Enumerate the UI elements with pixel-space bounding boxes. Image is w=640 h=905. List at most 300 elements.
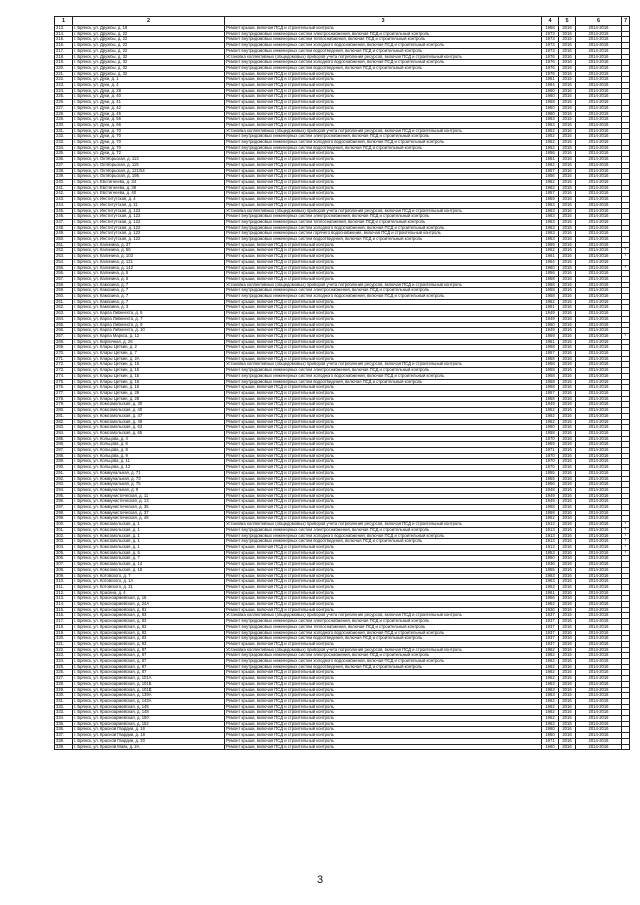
- address-cell: г. Брянск, ул. Красноармейская, д. 83: [73, 630, 225, 636]
- plan-year-cell: 2016: [559, 602, 576, 608]
- work-type-cell: Ремонт крыши, включая ПСД и строительный контроль: [225, 436, 542, 442]
- row-number-cell: 307.: [55, 562, 73, 568]
- period-cell: 2014-2016: [576, 294, 622, 300]
- period-cell: 2014-2016: [576, 716, 622, 722]
- plan-year-cell: 2016: [559, 465, 576, 471]
- build-year-cell: 1937: [542, 636, 559, 642]
- build-year-cell: 1964: [542, 83, 559, 89]
- plan-year-cell: 2016: [559, 556, 576, 562]
- build-year-cell: 1957: [542, 191, 559, 197]
- plan-year-cell: 2016: [559, 311, 576, 317]
- build-year-cell: 1936: [542, 562, 559, 568]
- work-type-cell: Установка коллективных (общедомовых) приборов учета потребления ресурсов, включая ПСД и строительный контроль: [225, 362, 542, 368]
- period-cell: 2014-2016: [576, 453, 622, 459]
- period-cell: 2014-2016: [576, 704, 622, 710]
- address-cell: г. Брянск, ул. Котовского, д. 1А: [73, 579, 225, 585]
- build-year-cell: 1963: [542, 573, 559, 579]
- period-cell: 2014-2016: [576, 516, 622, 522]
- work-type-cell: Ремонт крыши, включая ПСД и строительный контроль: [225, 487, 542, 493]
- plan-year-cell: 2016: [559, 379, 576, 385]
- work-type-cell: Ремонт крыши, включая ПСД и строительный контроль: [225, 579, 542, 585]
- address-cell: г. Брянск, ул. Комсомольская, д. 1: [73, 539, 225, 545]
- address-cell: г. Брянск, ул. Комсомольская, д. 14: [73, 562, 225, 568]
- period-cell: 2014-2016: [576, 613, 622, 619]
- column-header: 3: [225, 17, 542, 26]
- build-year-cell: 1953: [542, 550, 559, 556]
- period-cell: 2014-2016: [576, 145, 622, 151]
- plan-year-cell: 2016: [559, 31, 576, 37]
- row-number-cell: 268.: [55, 339, 73, 345]
- work-type-cell: Установка коллективных (общедомовых) приборов учета потребления ресурсов, включая ПСД и строительный контроль: [225, 282, 542, 288]
- address-cell: г. Брянск, ул. Комсомольская, д. 30: [73, 402, 225, 408]
- period-cell: 2014-2016: [576, 499, 622, 505]
- row-number-cell: 335.: [55, 721, 73, 727]
- work-type-cell: Ремонт крыши, включая ПСД и строительный контроль: [225, 396, 542, 402]
- build-year-cell: 1963: [542, 208, 559, 214]
- period-cell: 2014-2016: [576, 448, 622, 454]
- plan-year-cell: 2016: [559, 510, 576, 516]
- plan-year-cell: 2016: [559, 202, 576, 208]
- work-type-cell: Ремонт внутридомовых инженерных систем теплоснабжения, включая ПСД и строительный контроль: [225, 219, 542, 225]
- work-type-cell: Ремонт внутридомовых инженерных систем холодного водоснабжения, включая ПСД и строительный контроль: [225, 373, 542, 379]
- row-number-cell: 220.: [55, 65, 73, 71]
- address-cell: г. Брянск, ул. Коммунистическая, д. 37: [73, 510, 225, 516]
- build-year-cell: 1949: [542, 316, 559, 322]
- address-cell: г. Брянск, ул. Красноармейская, д. 101Б: [73, 681, 225, 687]
- row-number-cell: 275.: [55, 379, 73, 385]
- row-number-cell: 328.: [55, 681, 73, 687]
- address-cell: г. Брянск, ул. Октябрьская, д. 115: [73, 162, 225, 168]
- period-cell: 2014-2016: [576, 721, 622, 727]
- period-cell: 2014-2016: [576, 122, 622, 128]
- plan-year-cell: 2016: [559, 727, 576, 733]
- build-year-cell: 1957: [542, 391, 559, 397]
- work-type-cell: Ремонт внутридомовых инженерных систем электроснабжения, включая ПСД и строительный контроль: [225, 288, 542, 294]
- period-cell: 2014-2016: [576, 710, 622, 716]
- period-cell: 2014-2016: [576, 659, 622, 665]
- plan-year-cell: 2016: [559, 533, 576, 539]
- work-type-cell: Ремонт крыши, включая ПСД и строительный контроль: [225, 716, 542, 722]
- work-type-cell: Ремонт внутридомовых инженерных систем электроснабжения, включая ПСД и строительный контроль: [225, 31, 542, 37]
- address-cell: г. Брянск, ул. Дружбы, д. 32: [73, 65, 225, 71]
- work-type-cell: Ремонт крыши, включая ПСД и строительный контроль: [225, 248, 542, 254]
- address-cell: г. Брянск, ул. Красноармейская, д. 143А: [73, 698, 225, 704]
- address-cell: г. Брянск, ул. Красноармейская, д. 24А: [73, 602, 225, 608]
- period-cell: 2014-2016: [576, 276, 622, 282]
- build-year-cell: 1962: [542, 248, 559, 254]
- address-cell: г. Брянск, ул. Карла Либкнехта, д. 7: [73, 316, 225, 322]
- build-year-cell: 1963: [542, 584, 559, 590]
- build-year-cell: 1973: [542, 48, 559, 54]
- row-number-cell: 217.: [55, 48, 73, 54]
- row-number-cell: 266.: [55, 328, 73, 334]
- period-cell: 2014-2016: [576, 733, 622, 739]
- plan-year-cell: 2016: [559, 88, 576, 94]
- build-year-cell: 1956: [542, 482, 559, 488]
- work-type-cell: Ремонт крыши, включая ПСД и строительный контроль: [225, 179, 542, 185]
- address-cell: г. Брянск, ул. Дружбы, д. 32: [73, 54, 225, 60]
- row-number-cell: 255.: [55, 265, 73, 271]
- plan-year-cell: 2016: [559, 550, 576, 556]
- plan-year-cell: 2016: [559, 522, 576, 528]
- work-type-cell: Ремонт крыши, включая ПСД и строительный контроль: [225, 676, 542, 682]
- period-cell: 2014-2016: [576, 162, 622, 168]
- address-cell: г. Брянск, ул. Коммунальная, д. 71: [73, 470, 225, 476]
- build-year-cell: 1970: [542, 459, 559, 465]
- build-year-cell: 1913: [542, 539, 559, 545]
- plan-year-cell: 2016: [559, 351, 576, 357]
- build-year-cell: 1956: [542, 596, 559, 602]
- build-year-cell: 1973: [542, 31, 559, 37]
- plan-year-cell: 2016: [559, 733, 576, 739]
- period-cell: 2014-2016: [576, 37, 622, 43]
- work-type-cell: Ремонт крыши, включая ПСД и строительный контроль: [225, 516, 542, 522]
- row-number-cell: 317.: [55, 619, 73, 625]
- build-year-cell: 1958: [542, 396, 559, 402]
- note-cell: [622, 744, 630, 750]
- address-cell: г. Брянск, ул. Красноармейская, д. 83: [73, 619, 225, 625]
- address-cell: г. Брянск, ул. Коммунистическая, д. 35: [73, 505, 225, 511]
- build-year-cell: 1962: [542, 162, 559, 168]
- build-year-cell: 1960: [542, 111, 559, 117]
- plan-year-cell: 2016: [559, 356, 576, 362]
- plan-year-cell: 2016: [559, 419, 576, 425]
- work-type-cell: Ремонт внутридомовых инженерных систем электроснабжения, включая ПСД и строительный контроль: [225, 214, 542, 220]
- period-cell: 2014-2016: [576, 83, 622, 89]
- row-number-cell: 318.: [55, 624, 73, 630]
- address-cell: г. Брянск, ул. Комсомольская, д. 1: [73, 522, 225, 528]
- row-number-cell: 249.: [55, 231, 73, 237]
- row-number-cell: 219.: [55, 60, 73, 66]
- work-type-cell: Ремонт крыши, включая ПСД и строительный контроль: [225, 670, 542, 676]
- address-cell: г. Брянск, ул. Красноармейская, д. 139А: [73, 693, 225, 699]
- plan-year-cell: 2016: [559, 179, 576, 185]
- row-number-cell: 322.: [55, 647, 73, 653]
- row-number-cell: 302.: [55, 533, 73, 539]
- plan-year-cell: 2016: [559, 128, 576, 134]
- build-year-cell: 1958: [542, 282, 559, 288]
- period-cell: 2014-2016: [576, 265, 622, 271]
- period-cell: 2014-2016: [576, 48, 622, 54]
- build-year-cell: 1958: [542, 356, 559, 362]
- row-number-cell: 276.: [55, 385, 73, 391]
- work-type-cell: Ремонт внутридомовых инженерных систем холодного водоснабжения, включая ПСД и строительный контроль: [225, 533, 542, 539]
- address-cell: г. Брянск, ул. Октябрьская, д. 195: [73, 174, 225, 180]
- build-year-cell: 1971: [542, 448, 559, 454]
- row-number-cell: 292.: [55, 476, 73, 482]
- note-cell: *: [622, 544, 630, 550]
- build-year-cell: 1962: [542, 716, 559, 722]
- row-number-cell: 240.: [55, 179, 73, 185]
- build-year-cell: 1955: [542, 470, 559, 476]
- row-number-cell: 300.: [55, 522, 73, 528]
- address-cell: г. Брянск, ул. Красноармейская, д. 101В: [73, 687, 225, 693]
- period-cell: 2014-2016: [576, 567, 622, 573]
- work-type-cell: Ремонт крыши, включая ПСД и строительный контроль: [225, 687, 542, 693]
- build-year-cell: 1958: [542, 294, 559, 300]
- work-type-cell: Ремонт внутридомовых инженерных систем горячего водоснабжения, включая ПСД и строительный контроль: [225, 231, 542, 237]
- plan-year-cell: 2016: [559, 71, 576, 77]
- address-cell: г. Брянск, ул. Красной Маяк, д. 2А: [73, 744, 225, 750]
- period-cell: 2014-2016: [576, 248, 622, 254]
- plan-year-cell: 2016: [559, 259, 576, 265]
- work-type-cell: Ремонт крыши, включая ПСД и строительный контроль: [225, 408, 542, 414]
- row-number-cell: 241.: [55, 185, 73, 191]
- address-cell: г. Брянск, ул. Карла Либкнехта, д. 10: [73, 328, 225, 334]
- address-cell: г. Брянск, ул. Комсомольская, д. 1: [73, 527, 225, 533]
- address-cell: г. Брянск, ул. Красной Гвардии, д. 16: [73, 727, 225, 733]
- period-cell: 2014-2016: [576, 562, 622, 568]
- work-type-cell: Ремонт крыши, включая ПСД и строительный контроль: [225, 305, 542, 311]
- row-number-cell: 233.: [55, 140, 73, 146]
- row-number-cell: 294.: [55, 487, 73, 493]
- row-number-cell: 232.: [55, 134, 73, 140]
- build-year-cell: 1952: [542, 408, 559, 414]
- address-cell: г. Брянск, ул. Клары Цеткин, д. 2А: [73, 356, 225, 362]
- address-cell: г. Брянск, ул. Красноармейская, д. 150: [73, 716, 225, 722]
- period-cell: 2014-2016: [576, 88, 622, 94]
- plan-year-cell: 2016: [559, 721, 576, 727]
- address-cell: г. Брянск, ул. Дружбы, д. 22: [73, 43, 225, 49]
- address-cell: г. Брянск, ул. Карла Маркса, д. 12: [73, 333, 225, 339]
- period-cell: 2014-2016: [576, 425, 622, 431]
- row-number-cell: 297.: [55, 505, 73, 511]
- build-year-cell: 1958: [542, 288, 559, 294]
- address-cell: г. Брянск, ул. Клары Цеткин, д. 15: [73, 379, 225, 385]
- plan-year-cell: 2016: [559, 191, 576, 197]
- work-type-cell: Ремонт крыши, включая ПСД и строительный контроль: [225, 573, 542, 579]
- work-type-cell: Ремонт крыши, включая ПСД и строительный контроль: [225, 470, 542, 476]
- row-number-cell: 279.: [55, 402, 73, 408]
- work-type-cell: Ремонт крыши, включая ПСД и строительный контроль: [225, 425, 542, 431]
- address-cell: г. Брянск, ул. Комсомольская, д. 1: [73, 533, 225, 539]
- address-cell: г. Брянск, ул. Комсомольская, д. 63: [73, 425, 225, 431]
- row-number-cell: 329.: [55, 687, 73, 693]
- period-cell: 2014-2016: [576, 333, 622, 339]
- build-year-cell: 1970: [542, 465, 559, 471]
- row-number-cell: 247.: [55, 219, 73, 225]
- row-number-cell: 324.: [55, 659, 73, 665]
- plan-year-cell: 2016: [559, 219, 576, 225]
- plan-year-cell: 2016: [559, 573, 576, 579]
- plan-year-cell: 2016: [559, 396, 576, 402]
- plan-year-cell: 2016: [559, 693, 576, 699]
- plan-year-cell: 2016: [559, 562, 576, 568]
- period-cell: 2014-2016: [576, 681, 622, 687]
- build-year-cell: 1963: [542, 237, 559, 243]
- period-cell: 2014-2016: [576, 670, 622, 676]
- period-cell: 2014-2016: [576, 185, 622, 191]
- plan-year-cell: 2016: [559, 459, 576, 465]
- build-year-cell: 1953: [542, 122, 559, 128]
- build-year-cell: 1958: [542, 505, 559, 511]
- row-number-cell: 258.: [55, 282, 73, 288]
- plan-year-cell: 2016: [559, 168, 576, 174]
- row-number-cell: 257.: [55, 276, 73, 282]
- row-number-cell: 261.: [55, 299, 73, 305]
- work-type-cell: Ремонт крыши, включая ПСД и строительный контроль: [225, 698, 542, 704]
- plan-year-cell: 2016: [559, 402, 576, 408]
- period-cell: 2014-2016: [576, 539, 622, 545]
- address-cell: г. Брянск, ул. Дуки, д. 45: [73, 111, 225, 117]
- build-year-cell: 1962: [542, 179, 559, 185]
- address-cell: г. Брянск, ул. Коммунальная, д. 9: [73, 487, 225, 493]
- period-cell: 2014-2016: [576, 65, 622, 71]
- work-type-cell: Ремонт крыши, включая ПСД и строительный контроль: [225, 391, 542, 397]
- address-cell: г. Брянск, ул. Калинина, д. 103: [73, 254, 225, 260]
- work-type-cell: Ремонт внутридомовых инженерных систем водоотведения, включая ПСД и строительный контроль: [225, 65, 542, 71]
- note-cell: *: [622, 550, 630, 556]
- page-number: 3: [316, 874, 324, 886]
- build-year-cell: 1949: [542, 311, 559, 317]
- work-type-cell: Установка коллективных (общедомовых) приборов учета потребления ресурсов, включая ПСД и строительный контроль: [225, 54, 542, 60]
- plan-year-cell: 2016: [559, 641, 576, 647]
- address-cell: г. Брянск, ул. Калинина, д. 142: [73, 265, 225, 271]
- work-type-cell: Ремонт внутридомовых инженерных систем холодного водоснабжения, включая ПСД и строительный контроль: [225, 294, 542, 300]
- row-number-cell: 213.: [55, 26, 73, 32]
- build-year-cell: 1960: [542, 727, 559, 733]
- address-cell: г. Брянск, ул. Кольцова, д. 6: [73, 442, 225, 448]
- column-header: 7: [622, 17, 630, 26]
- period-cell: 2014-2016: [576, 94, 622, 100]
- plan-year-cell: 2016: [559, 704, 576, 710]
- build-year-cell: 1958: [542, 345, 559, 351]
- build-year-cell: 1958: [542, 100, 559, 106]
- period-cell: 2014-2016: [576, 533, 622, 539]
- work-type-cell: Ремонт крыши, включая ПСД и строительный контроль: [225, 733, 542, 739]
- work-type-cell: Ремонт крыши, включая ПСД и строительный контроль: [225, 197, 542, 203]
- note-cell: *: [622, 248, 630, 254]
- address-cell: г. Брянск, ул. Дуки, д. 4: [73, 83, 225, 89]
- note-cell: *: [622, 533, 630, 539]
- row-number-cell: 252.: [55, 248, 73, 254]
- address-cell: г. Брянск, ул. Дуки, д. 40: [73, 94, 225, 100]
- row-number-cell: 331.: [55, 698, 73, 704]
- period-cell: 2014-2016: [576, 482, 622, 488]
- address-cell: г. Брянск, ул. Институтская, д. 122: [73, 214, 225, 220]
- plan-year-cell: 2016: [559, 276, 576, 282]
- row-number-cell: 239.: [55, 174, 73, 180]
- build-year-cell: 1952: [542, 134, 559, 140]
- period-cell: 2014-2016: [576, 607, 622, 613]
- row-number-cell: 221.: [55, 71, 73, 77]
- work-type-cell: Ремонт крыши, включая ПСД и строительный контроль: [225, 505, 542, 511]
- work-type-cell: Ремонт крыши, включая ПСД и строительный контроль: [225, 162, 542, 168]
- build-year-cell: 1957: [542, 168, 559, 174]
- note-cell: *: [622, 333, 630, 339]
- period-cell: 2014-2016: [576, 322, 622, 328]
- row-number-cell: 267.: [55, 333, 73, 339]
- period-cell: 2014-2016: [576, 345, 622, 351]
- address-cell: г. Брянск, ул. Дуки, д. 70: [73, 128, 225, 134]
- row-number-cell: 226.: [55, 100, 73, 106]
- row-number-cell: 291.: [55, 470, 73, 476]
- row-number-cell: 225.: [55, 94, 73, 100]
- row-number-cell: 330.: [55, 693, 73, 699]
- address-cell: г. Брянск, ул. Коммунистическая, д. 11: [73, 493, 225, 499]
- build-year-cell: 1948: [542, 487, 559, 493]
- row-number-cell: 310.: [55, 579, 73, 585]
- row-number-cell: 254.: [55, 259, 73, 265]
- plan-year-cell: 2016: [559, 516, 576, 522]
- work-type-cell: Ремонт крыши, включая ПСД и строительный контроль: [225, 117, 542, 123]
- row-number-cell: 281.: [55, 413, 73, 419]
- build-year-cell: 1958: [542, 368, 559, 374]
- address-cell: г. Брянск, ул. Клары Цеткин, д. 26: [73, 391, 225, 397]
- build-year-cell: 1960: [542, 105, 559, 111]
- plan-year-cell: 2016: [559, 647, 576, 653]
- work-type-cell: Ремонт крыши, включая ПСД и строительный контроль: [225, 254, 542, 260]
- address-cell: г. Брянск, ул. Комсомольская, д. 40: [73, 408, 225, 414]
- row-number-cell: 216.: [55, 43, 73, 49]
- address-cell: г. Брянск, ул. Дуки, д. 70: [73, 134, 225, 140]
- build-year-cell: 1960: [542, 94, 559, 100]
- plan-year-cell: 2016: [559, 442, 576, 448]
- work-type-cell: Ремонт крыши, включая ПСД и строительный контроль: [225, 94, 542, 100]
- build-year-cell: 1958: [542, 373, 559, 379]
- row-number-cell: 316.: [55, 613, 73, 619]
- work-type-cell: Ремонт крыши, включая ПСД и строительный контроль: [225, 185, 542, 191]
- plan-year-cell: 2016: [559, 744, 576, 750]
- work-type-cell: Установка коллективных (общедомовых) приборов учета потребления ресурсов, включая ПСД и строительный контроль: [225, 128, 542, 134]
- plan-year-cell: 2016: [559, 482, 576, 488]
- plan-year-cell: 2016: [559, 493, 576, 499]
- plan-year-cell: 2016: [559, 676, 576, 682]
- plan-year-cell: 2016: [559, 122, 576, 128]
- plan-year-cell: 2016: [559, 65, 576, 71]
- address-cell: г. Брянск, ул. Красноармейская, д. 87: [73, 670, 225, 676]
- build-year-cell: 1963: [542, 687, 559, 693]
- address-cell: г. Брянск, ул. Дружбы, д. 32: [73, 60, 225, 66]
- row-number-cell: 218.: [55, 54, 73, 60]
- row-number-cell: 295.: [55, 493, 73, 499]
- period-cell: 2014-2016: [576, 698, 622, 704]
- period-cell: 2014-2016: [576, 396, 622, 402]
- table-header-row: [55, 17, 630, 26]
- period-cell: 2014-2016: [576, 197, 622, 203]
- plan-year-cell: 2016: [559, 436, 576, 442]
- period-cell: 2014-2016: [576, 487, 622, 493]
- plan-year-cell: 2016: [559, 214, 576, 220]
- period-cell: 2014-2016: [576, 619, 622, 625]
- build-year-cell: 1952: [542, 128, 559, 134]
- row-number-cell: 277.: [55, 391, 73, 397]
- period-cell: 2014-2016: [576, 379, 622, 385]
- work-type-cell: Ремонт крыши, включая ПСД и строительный контроль: [225, 26, 542, 32]
- plan-year-cell: 2016: [559, 430, 576, 436]
- plan-year-cell: 2016: [559, 636, 576, 642]
- address-cell: г. Брянск, ул. Котовского, д. 7: [73, 573, 225, 579]
- plan-year-cell: 2016: [559, 408, 576, 414]
- period-cell: 2014-2016: [576, 60, 622, 66]
- address-cell: г. Брянск, ул. Кольцова, д. 12: [73, 465, 225, 471]
- work-type-cell: Ремонт крыши, включая ПСД и строительный контроль: [225, 738, 542, 744]
- address-cell: г. Брянск, ул. Красной Гвардии, д. 18: [73, 733, 225, 739]
- plan-year-cell: 2016: [559, 659, 576, 665]
- period-cell: 2014-2016: [576, 208, 622, 214]
- build-year-cell: 1962: [542, 670, 559, 676]
- period-cell: 2014-2016: [576, 676, 622, 682]
- period-cell: 2014-2016: [576, 727, 622, 733]
- address-cell: г. Брянск, ул. Красноармейская, д. 87: [73, 653, 225, 659]
- build-year-cell: 1973: [542, 37, 559, 43]
- build-year-cell: 1962: [542, 698, 559, 704]
- work-type-cell: Ремонт крыши, включая ПСД и строительный контроль: [225, 544, 542, 550]
- plan-year-cell: 2016: [559, 231, 576, 237]
- period-cell: 2014-2016: [576, 237, 622, 243]
- work-type-cell: Ремонт внутридомовых инженерных систем холодного водоснабжения, включая ПСД и строительный контроль: [225, 43, 542, 49]
- build-year-cell: 1970: [542, 453, 559, 459]
